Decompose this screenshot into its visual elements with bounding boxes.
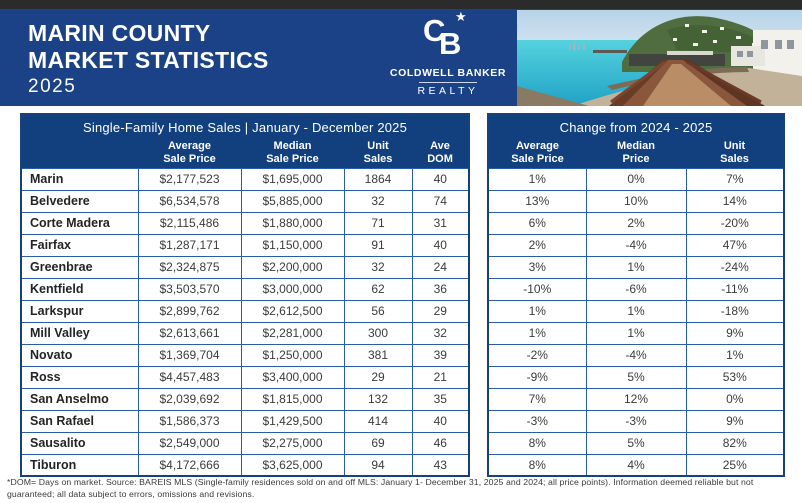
table-row bbox=[21, 256, 469, 278]
cell-chg_avg: 6% bbox=[488, 212, 586, 234]
col-line: Average bbox=[515, 140, 559, 153]
col-line: DOM bbox=[427, 153, 453, 166]
table-row bbox=[488, 300, 784, 322]
table-row bbox=[488, 190, 784, 212]
cell-chg_median: 5% bbox=[586, 366, 686, 388]
cell-median: $3,400,000 bbox=[241, 366, 344, 388]
cell-dom: 46 bbox=[412, 432, 469, 454]
table-row bbox=[488, 322, 784, 344]
table-row bbox=[21, 366, 469, 388]
cell-units: 300 bbox=[344, 322, 412, 344]
cell-units: 91 bbox=[344, 234, 412, 256]
sales-col-blank bbox=[21, 139, 138, 168]
cell-dom: 40 bbox=[412, 234, 469, 256]
star-icon: ★ bbox=[455, 9, 467, 24]
header-band bbox=[0, 9, 802, 106]
cell-chg_avg: 13% bbox=[488, 190, 586, 212]
col-line: Price bbox=[622, 153, 650, 166]
cell-median: $2,281,000 bbox=[241, 322, 344, 344]
sales-table-title: Single-Family Home Sales | January - December 2025 bbox=[21, 114, 469, 139]
sales-statistics-table bbox=[20, 113, 470, 477]
change-col-median bbox=[586, 139, 686, 168]
cell-units: 32 bbox=[344, 190, 412, 212]
change-col-average bbox=[488, 139, 586, 168]
cell-avg: $4,457,483 bbox=[138, 366, 241, 388]
cell-chg_avg: -3% bbox=[488, 410, 586, 432]
cell-name: San Rafael bbox=[21, 410, 138, 432]
cell-name: Novato bbox=[21, 344, 138, 366]
cell-avg: $2,899,762 bbox=[138, 300, 241, 322]
cell-chg_median: 1% bbox=[586, 300, 686, 322]
cell-name: Larkspur bbox=[21, 300, 138, 322]
table-row bbox=[488, 366, 784, 388]
change-table-title-row bbox=[488, 114, 784, 139]
cell-chg_units: -24% bbox=[686, 256, 784, 278]
cell-units: 62 bbox=[344, 278, 412, 300]
cell-units: 69 bbox=[344, 432, 412, 454]
cell-median: $1,695,000 bbox=[241, 168, 344, 190]
logo-division: REALTY bbox=[417, 85, 479, 97]
col-line: Sale Price bbox=[163, 153, 216, 166]
monogram-letter-b: B bbox=[439, 26, 462, 61]
cell-chg_median: 2% bbox=[586, 212, 686, 234]
table-row bbox=[21, 278, 469, 300]
table-row bbox=[21, 190, 469, 212]
sales-table-title-row bbox=[21, 114, 469, 139]
table-row bbox=[21, 212, 469, 234]
cell-avg: $4,172,666 bbox=[138, 454, 241, 476]
cell-chg_units: 7% bbox=[686, 168, 784, 190]
cell-chg_units: 9% bbox=[686, 410, 784, 432]
cell-dom: 40 bbox=[412, 168, 469, 190]
cell-name: Sausalito bbox=[21, 432, 138, 454]
cell-name: Greenbrae bbox=[21, 256, 138, 278]
cell-chg_median: 5% bbox=[586, 432, 686, 454]
cell-median: $2,275,000 bbox=[241, 432, 344, 454]
cell-avg: $2,324,875 bbox=[138, 256, 241, 278]
cell-chg_avg: 1% bbox=[488, 300, 586, 322]
col-line: Sales bbox=[720, 153, 749, 166]
cell-median: $2,200,000 bbox=[241, 256, 344, 278]
cell-avg: $2,613,661 bbox=[138, 322, 241, 344]
change-table-header-row bbox=[488, 139, 784, 168]
cell-chg_avg: 1% bbox=[488, 322, 586, 344]
change-col-units bbox=[686, 139, 784, 168]
change-statistics-table bbox=[487, 113, 785, 477]
cell-chg_units: 82% bbox=[686, 432, 784, 454]
col-line: Unit bbox=[723, 140, 746, 153]
sales-col-median bbox=[241, 139, 344, 168]
table-row bbox=[488, 388, 784, 410]
table-row bbox=[21, 388, 469, 410]
cell-chg_median: -4% bbox=[586, 344, 686, 366]
cell-units: 94 bbox=[344, 454, 412, 476]
cell-chg_units: -11% bbox=[686, 278, 784, 300]
cell-units: 56 bbox=[344, 300, 412, 322]
cell-chg_median: 4% bbox=[586, 454, 686, 476]
col-line: Ave bbox=[430, 140, 450, 153]
sales-table-header-row bbox=[21, 139, 469, 168]
cell-avg: $2,177,523 bbox=[138, 168, 241, 190]
top-strip bbox=[0, 0, 802, 9]
cell-chg_avg: 1% bbox=[488, 168, 586, 190]
cell-units: 414 bbox=[344, 410, 412, 432]
cell-chg_median: 10% bbox=[586, 190, 686, 212]
logo-brand-name: COLDWELL BANKER bbox=[389, 67, 507, 79]
table-row bbox=[488, 344, 784, 366]
cell-chg_units: 9% bbox=[686, 322, 784, 344]
table-row bbox=[488, 256, 784, 278]
cell-median: $1,880,000 bbox=[241, 212, 344, 234]
cell-avg: $1,287,171 bbox=[138, 234, 241, 256]
cell-name: Mill Valley bbox=[21, 322, 138, 344]
cell-chg_median: 0% bbox=[586, 168, 686, 190]
cell-median: $5,885,000 bbox=[241, 190, 344, 212]
logo-divider bbox=[419, 82, 477, 83]
table-row bbox=[488, 278, 784, 300]
cell-avg: $2,115,486 bbox=[138, 212, 241, 234]
table-row bbox=[488, 432, 784, 454]
sales-col-average bbox=[138, 139, 241, 168]
cell-name: Ross bbox=[21, 366, 138, 388]
cell-avg: $2,039,692 bbox=[138, 388, 241, 410]
col-line: Median bbox=[273, 140, 312, 153]
cell-chg_median: 12% bbox=[586, 388, 686, 410]
table-row bbox=[21, 432, 469, 454]
cell-name: San Anselmo bbox=[21, 388, 138, 410]
table-row bbox=[488, 168, 784, 190]
coldwell-banker-logo bbox=[381, 9, 515, 97]
disclaimer-text: *DOM= Days on market. Source: BAREIS MLS (Single-family residences sold on and off MLS: January 1- December 31, 2025 and 2024; all price points). Information deemed reliable but not guaranteed; all data subject to errors, omissions and revisions. bbox=[7, 477, 754, 499]
cell-dom: 74 bbox=[412, 190, 469, 212]
cell-units: 132 bbox=[344, 388, 412, 410]
cell-median: $1,150,000 bbox=[241, 234, 344, 256]
table-row bbox=[21, 300, 469, 322]
cell-chg_avg: 2% bbox=[488, 234, 586, 256]
cell-avg: $2,549,000 bbox=[138, 432, 241, 454]
table-row bbox=[21, 322, 469, 344]
cell-median: $1,250,000 bbox=[241, 344, 344, 366]
cell-avg: $1,369,704 bbox=[138, 344, 241, 366]
cell-chg_avg: 8% bbox=[488, 432, 586, 454]
cell-dom: 36 bbox=[412, 278, 469, 300]
cell-chg_median: -4% bbox=[586, 234, 686, 256]
table-row bbox=[21, 234, 469, 256]
cell-median: $3,000,000 bbox=[241, 278, 344, 300]
table-row bbox=[488, 410, 784, 432]
cell-chg_avg: -9% bbox=[488, 366, 586, 388]
cell-dom: 43 bbox=[412, 454, 469, 476]
cell-chg_units: 25% bbox=[686, 454, 784, 476]
cell-name: Fairfax bbox=[21, 234, 138, 256]
cell-avg: $1,586,373 bbox=[138, 410, 241, 432]
table-row bbox=[21, 168, 469, 190]
col-line: Unit bbox=[367, 140, 389, 153]
cell-chg_units: -18% bbox=[686, 300, 784, 322]
change-table-title: Change from 2024 - 2025 bbox=[488, 114, 784, 139]
col-line: Median bbox=[617, 140, 655, 153]
cell-dom: 40 bbox=[412, 410, 469, 432]
cell-dom: 32 bbox=[412, 322, 469, 344]
cell-dom: 31 bbox=[412, 212, 469, 234]
cell-chg_avg: 7% bbox=[488, 388, 586, 410]
page-title-line2: MARKET STATISTICS bbox=[28, 47, 269, 73]
table-row bbox=[488, 212, 784, 234]
cell-chg_median: -6% bbox=[586, 278, 686, 300]
cell-chg_median: 1% bbox=[586, 256, 686, 278]
cell-chg_units: 47% bbox=[686, 234, 784, 256]
cell-median: $1,429,500 bbox=[241, 410, 344, 432]
cell-chg_units: 1% bbox=[686, 344, 784, 366]
cell-name: Kentfield bbox=[21, 278, 138, 300]
col-line: Sale Price bbox=[511, 153, 564, 166]
table-row bbox=[488, 454, 784, 476]
cell-dom: 35 bbox=[412, 388, 469, 410]
cell-median: $1,815,000 bbox=[241, 388, 344, 410]
page-title-year: 2025 bbox=[28, 76, 77, 97]
cell-chg_units: 53% bbox=[686, 366, 784, 388]
cell-chg_median: -3% bbox=[586, 410, 686, 432]
col-line: Sale Price bbox=[266, 153, 319, 166]
cell-dom: 39 bbox=[412, 344, 469, 366]
cell-name: Corte Madera bbox=[21, 212, 138, 234]
cell-units: 32 bbox=[344, 256, 412, 278]
sales-col-dom bbox=[412, 139, 469, 168]
cell-median: $2,612,500 bbox=[241, 300, 344, 322]
cell-chg_units: 14% bbox=[686, 190, 784, 212]
sausalito-beach-photo bbox=[517, 10, 802, 106]
cb-monogram-icon bbox=[381, 9, 515, 63]
table-row bbox=[21, 454, 469, 476]
monogram-letter-c: C bbox=[423, 13, 446, 48]
cell-units: 1864 bbox=[344, 168, 412, 190]
table-row bbox=[21, 344, 469, 366]
cell-avg: $3,503,570 bbox=[138, 278, 241, 300]
cell-dom: 21 bbox=[412, 366, 469, 388]
col-line: Sales bbox=[363, 153, 393, 166]
cell-chg_median: 1% bbox=[586, 322, 686, 344]
col-line: Average bbox=[167, 140, 211, 153]
cell-chg_avg: -10% bbox=[488, 278, 586, 300]
cell-chg_avg: 8% bbox=[488, 454, 586, 476]
page-title bbox=[28, 20, 269, 98]
cell-chg_avg: 3% bbox=[488, 256, 586, 278]
cell-chg_units: -20% bbox=[686, 212, 784, 234]
cell-median: $3,625,000 bbox=[241, 454, 344, 476]
cell-chg_units: 0% bbox=[686, 388, 784, 410]
cell-units: 71 bbox=[344, 212, 412, 234]
cell-name: Marin bbox=[21, 168, 138, 190]
table-row bbox=[21, 410, 469, 432]
cell-dom: 29 bbox=[412, 300, 469, 322]
cell-units: 381 bbox=[344, 344, 412, 366]
cell-avg: $6,534,578 bbox=[138, 190, 241, 212]
cell-dom: 24 bbox=[412, 256, 469, 278]
page-title-line1: MARIN COUNTY bbox=[28, 20, 211, 46]
cell-units: 29 bbox=[344, 366, 412, 388]
cell-chg_avg: -2% bbox=[488, 344, 586, 366]
cell-name: Belvedere bbox=[21, 190, 138, 212]
sales-col-units bbox=[344, 139, 412, 168]
table-row bbox=[488, 234, 784, 256]
cell-name: Tiburon bbox=[21, 454, 138, 476]
